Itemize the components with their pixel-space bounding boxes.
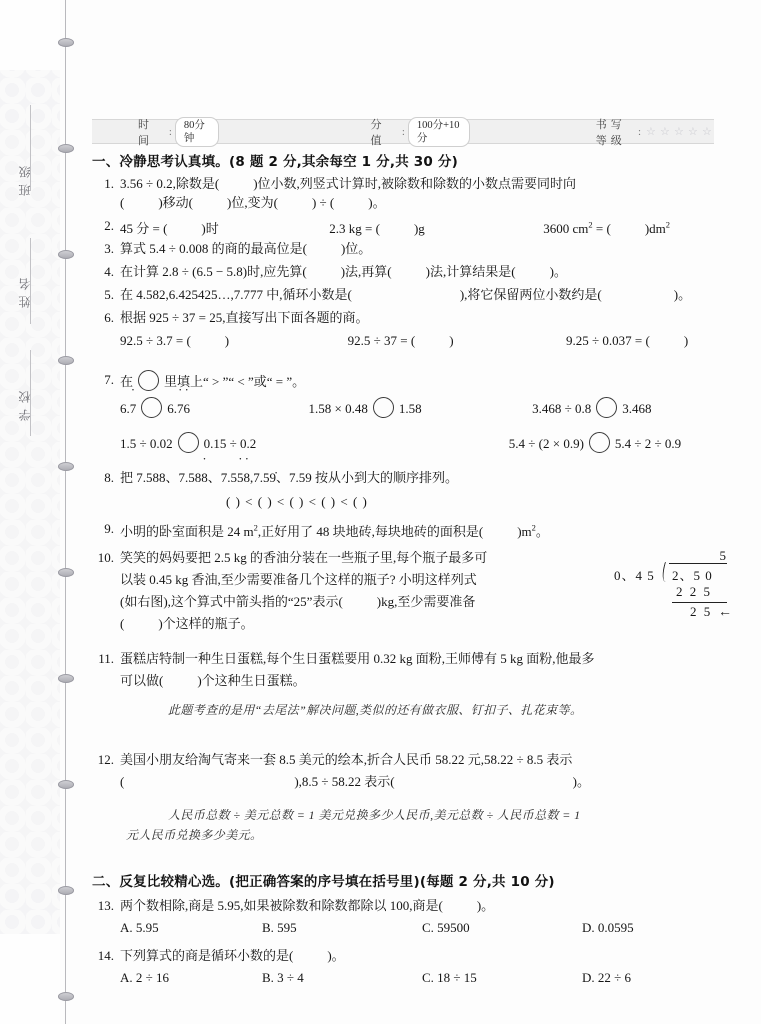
division-remainder: 2 5: [690, 604, 713, 619]
question-text: [120, 287, 691, 302]
long-division-figure: [614, 548, 734, 626]
binder-ring: [58, 462, 74, 471]
q2-item3-a: 3600 cm: [543, 221, 589, 237]
question-text: [120, 898, 494, 913]
question-1: [92, 174, 576, 193]
question-text: 根据 925 ÷ 37 = 25,直接写出下面各题的商。: [120, 310, 369, 325]
question-3: [92, 239, 371, 258]
q6-sub2-a: 92.5 ÷ 37 = (: [347, 333, 416, 348]
meta-score-label: 分 值: [370, 118, 386, 147]
q4-part-a: 在计算 2.8 ÷ (6.5 − 5.8)时,应先算(: [120, 264, 307, 279]
q9-part-a: 小明的卧室面积是 24 m: [120, 524, 254, 540]
question-11: [92, 649, 595, 668]
q8-tail: 、7.59 按从小到大的顺序排列。: [276, 470, 459, 485]
question-7-row-2: [92, 432, 681, 453]
question-text: [120, 436, 681, 451]
q9-part-d: 。: [535, 524, 549, 540]
question-number: 12.: [97, 752, 114, 767]
q7-r1-c3-right: 3.468: [622, 401, 652, 416]
q8-n3-repeating-digit-1: 5 ˙: [237, 468, 244, 487]
question-text: [120, 594, 475, 609]
question-10: [92, 548, 487, 567]
question-number: 6.: [104, 310, 114, 325]
q8-post: ,7.59: [250, 470, 277, 485]
q7-r2-c2-left: 5.4 ÷ (2 × 0.9): [508, 436, 584, 451]
question-10-line-2: [92, 570, 477, 589]
comparison-circle[interactable]: [141, 397, 162, 418]
question-number: 10.: [97, 550, 114, 565]
division-dividend: 2、5 0: [672, 568, 713, 583]
question-12-teacher-note-line-2: 元人民币兑换多少美元。: [126, 828, 263, 842]
binder-ring: [58, 674, 74, 683]
question-text: [120, 374, 305, 389]
question-number: 2.: [104, 218, 114, 233]
q7-r1-c3-left: 3.468 ÷ 0.8: [532, 401, 592, 416]
meta-colon: :: [401, 125, 405, 138]
question-14: [92, 946, 345, 965]
question-12-teacher-note-line-1: 人民币总数 ÷ 美元总数 = 1 美元兑换多少人民币,美元总数 ÷ 人民币总数 = 1: [168, 808, 581, 822]
binder-ring: [58, 568, 74, 577]
binder-divider-line: [65, 0, 66, 1024]
exam-content-sheet: [86, 0, 734, 1024]
q13-stem-a: 两个数相除,商是 5.95,如果被除数和除数都除以 100,商是(: [120, 898, 443, 913]
q9-part-c: )m: [517, 524, 532, 540]
option-d[interactable]: D. 0.0595: [582, 920, 634, 935]
question-9: [92, 519, 549, 541]
q8-n3-repeating-digit-2: 8 ˙: [244, 468, 251, 487]
question-number: 1.: [104, 176, 114, 191]
question-6: [92, 308, 368, 327]
q5-part-a: 在 4.582,6.425425…,7.777 中,循环小数是(: [120, 287, 352, 302]
q6-sub3-a: 9.25 ÷ 0.037 = (: [566, 333, 650, 348]
question-number: 4.: [104, 264, 114, 279]
q7-r1-c2-right: 1.58: [398, 401, 422, 416]
q4-part-d: )。: [549, 264, 567, 279]
binder-blank-bottom: [0, 934, 60, 1024]
q2-item3-c: )dm: [644, 221, 666, 237]
q6-sub1-a: 92.5 ÷ 3.7 = (: [120, 333, 191, 348]
q12-line2-c: )。: [572, 774, 590, 789]
field-label-class: 班级: [18, 160, 32, 196]
q8-n2-repeating-digit: 8 ˙: [201, 468, 208, 487]
q14-stem-b: )。: [327, 948, 345, 963]
question-12: [92, 750, 572, 769]
q2-unit-sup: 2: [665, 220, 671, 230]
option-a[interactable]: A. 2 ÷ 16: [120, 970, 170, 985]
star-icon[interactable]: ☆: [702, 125, 712, 138]
q1-line2-part-a: (: [120, 195, 125, 210]
option-b[interactable]: B. 595: [262, 920, 297, 935]
meta-grade-label: 书写等级: [595, 118, 626, 147]
q7-r2-c1-right: 0.15 ÷ 0.2: [203, 436, 257, 451]
question-13: [92, 896, 494, 915]
meta-score: [371, 116, 470, 148]
meta-time-value: 80分钟: [175, 117, 219, 147]
question-7: [92, 370, 305, 391]
q13-stem-b: )。: [476, 898, 495, 913]
comparison-circle[interactable]: [178, 432, 199, 453]
question-number: 9.: [104, 521, 114, 536]
q3-part-a: 算式 5.4 ÷ 0.008 的商的最高位是(: [120, 241, 307, 256]
q8-mid: 、7.5: [207, 470, 238, 485]
comparison-circle[interactable]: [596, 397, 617, 418]
question-number: 3.: [104, 241, 114, 256]
question-text: 蛋糕店特制一种生日蛋糕,每个生日蛋糕要用 0.32 kg 面粉,王师傅有 5 kg 面粉,他最多: [120, 651, 595, 666]
question-10-line-3: [92, 592, 475, 611]
q7-r1-c2-left: 1.58 × 0.48: [308, 401, 368, 416]
question-text: [120, 264, 567, 279]
binder-ring: [58, 38, 74, 47]
division-quotient: 5: [719, 548, 728, 563]
q2-unit-sup: 2: [588, 220, 593, 230]
binder-ring: [58, 250, 74, 259]
star-icon[interactable]: ☆: [660, 125, 670, 138]
comparison-circle[interactable]: [589, 432, 610, 453]
question-text: [120, 401, 651, 416]
q11-line2-a: 可以做(: [120, 673, 164, 688]
binder-ring: [58, 992, 74, 1001]
binder-ring: [58, 780, 74, 789]
binder-ring: [58, 886, 74, 895]
question-text: [120, 241, 371, 256]
q7-r1-c1-left-repeating-digit: 7 ˙: [130, 399, 137, 418]
question-1-continued: [92, 193, 386, 212]
question-5: [92, 285, 691, 304]
q7-r2-c1-left: 1.5 ÷ 0.02: [120, 436, 173, 451]
q4-part-b: )法,再算(: [340, 264, 392, 279]
meta-time-label: 时 间: [138, 118, 153, 147]
q1-line2-part-c: )位,变为(: [227, 195, 278, 210]
option-c[interactable]: C. 59500: [422, 920, 470, 935]
division-vinculum: [669, 563, 727, 564]
q8-pre: 把 7.588、7.58: [120, 470, 202, 485]
question-number: 5.: [104, 287, 114, 302]
q5-part-c: )。: [673, 287, 692, 302]
option-d[interactable]: D. 22 ÷ 6: [582, 970, 632, 985]
question-number: 8.: [104, 470, 114, 485]
question-number: 13.: [97, 898, 114, 913]
q9-unit-sup: 2: [531, 523, 536, 533]
q1-line2-part-e: )。: [368, 195, 386, 210]
option-c[interactable]: C. 18 ÷ 15: [422, 970, 477, 985]
q7-r1-c1-left-int: 6.: [120, 401, 130, 416]
question-text: 美国小朋友给淘气寄来一套 8.5 美元的绘本,折合人民币 58.22 元,58.22 ÷ 8.5 表示: [120, 752, 573, 767]
division-subtrahend: 2 2 5: [676, 584, 712, 599]
question-4: [92, 262, 567, 281]
q1-line1-part-b: )位小数,列竖式计算时,被除数和除数的小数点需要同时向: [253, 176, 577, 191]
question-7-row-1: [92, 397, 651, 418]
meta-handwriting-grade: [596, 116, 714, 148]
question-number: 14.: [97, 948, 114, 963]
q2-item1-b: )时: [201, 221, 219, 237]
q10-line4-a: (: [120, 616, 125, 631]
q2-item2-a: 2.3 kg = (: [329, 221, 380, 237]
question-text: [120, 524, 549, 539]
question-text: [120, 470, 458, 485]
question-12-line-2: [92, 772, 590, 791]
q6-sub2-b: ): [449, 333, 454, 348]
q10-line4-b: )个这样的瓶子。: [158, 616, 254, 631]
exam-meta-bar: [92, 118, 714, 147]
question-10-line-4: [92, 614, 254, 633]
question-text: 笑笑的妈妈要把 2.5 kg 的香油分装在一些瓶子里,每个瓶子最多可: [120, 550, 488, 565]
meta-time: [138, 116, 219, 148]
question-text: [120, 616, 254, 631]
question-text: [120, 195, 386, 210]
q10-line3-b: )kg,至少需要准备: [376, 594, 476, 609]
q5-part-b: ),将它保留两位小数约是(: [459, 287, 602, 302]
question-11-teacher-note: 此题考查的是用“去尾法”解决问题,类似的还有做衣服、钉扣子、扎花束等。: [168, 703, 583, 717]
field-label-name: 姓名: [18, 272, 32, 308]
question-text: [120, 774, 590, 789]
q7-prompt-a: 在: [120, 374, 134, 389]
arrow-left-icon: ←: [718, 605, 732, 620]
q10-line3-a: (如右图),这个算式中箭头指的“25”表示(: [120, 594, 343, 609]
q1-line2-part-b: )移动(: [158, 195, 194, 210]
star-icon[interactable]: ☆: [674, 125, 684, 138]
question-text: [120, 673, 306, 688]
q7-r2-c2-right: 5.4 ÷ 2 ÷ 0.9: [614, 436, 682, 451]
option-a[interactable]: A. 5.95: [120, 920, 159, 935]
q9-part-b: ,正好用了 48 块地砖,每块地砖的面积是(: [257, 524, 484, 540]
binder-blank-top: [0, 0, 60, 70]
question-number: 7.: [104, 372, 114, 387]
question-8: [92, 468, 458, 487]
q12-line2-a: (: [120, 774, 125, 789]
q7-r1-c1-right-repeating-digit-2: 6 ˙: [184, 399, 191, 418]
comparison-circle[interactable]: [373, 397, 394, 418]
q14-stem-a: 下列算式的商是循环小数的是(: [120, 948, 294, 963]
question-text: [120, 948, 345, 963]
q7-r1-c1-right-repeating-digit-1: 7 ˙: [177, 399, 184, 418]
q11-line2-b: )个这种生日蛋糕。: [197, 673, 306, 688]
meta-colon: :: [637, 125, 641, 138]
field-label-school: 学校: [18, 385, 32, 421]
meta-colon: :: [168, 125, 172, 138]
option-b[interactable]: B. 3 ÷ 4: [262, 970, 304, 985]
question-11-line-2: [92, 671, 306, 690]
q9-unit-sup: 2: [253, 523, 258, 533]
q2-item2-b: )g: [413, 221, 425, 237]
q2-item3-b: = (: [592, 221, 611, 237]
question-6-subitems: [92, 331, 688, 350]
star-icon[interactable]: ☆: [646, 125, 656, 138]
q2-item1-a: 45 分 = (: [120, 221, 168, 237]
binder-ring: [58, 356, 74, 365]
question-text: [120, 176, 576, 191]
q7-prompt-b: 里填上“ > ”“ < ”或“ = ”。: [164, 374, 306, 389]
q4-part-c: )法,计算结果是(: [425, 264, 516, 279]
binder-ring: [58, 144, 74, 153]
question-text: [120, 333, 688, 348]
comparison-circle[interactable]: [138, 370, 159, 391]
star-icon[interactable]: ☆: [688, 125, 698, 138]
q1-line2-part-d: ) ÷ (: [311, 195, 335, 210]
division-rule-line: [672, 602, 727, 603]
section-heading-one: 一、冷静思考认真填。(8 题 2 分,其余每空 1 分,共 30 分): [92, 154, 458, 170]
question-8-answer-blanks[interactable]: ( ) < ( ) < ( ) < ( ) < ( ): [226, 494, 368, 509]
question-number: 11.: [98, 651, 114, 666]
q6-sub1-b: ): [224, 333, 230, 348]
section-heading-two: 二、反复比较精心选。(把正确答案的序号填在括号里)(每题 2 分,共 10 分): [92, 874, 555, 890]
meta-score-value: 100分+10分: [408, 117, 470, 147]
handwriting-star-rating[interactable]: [646, 126, 714, 138]
question-text: [120, 221, 670, 236]
q3-part-b: )位。: [340, 241, 372, 256]
q1-line1-part-a: 3.56 ÷ 0.2,除数是(: [120, 176, 220, 191]
question-2: [92, 216, 670, 238]
q7-r1-c1-right-int: 6.: [167, 401, 177, 416]
division-divisor: 0、4 5: [614, 568, 655, 583]
question-text: 以装 0.45 kg 香油,至少需要准备几个这样的瓶子? 小明这样列式: [120, 572, 477, 587]
q12-line2-b: ),8.5 ÷ 58.22 表示(: [294, 774, 395, 789]
q6-sub3-b: ): [683, 333, 689, 348]
